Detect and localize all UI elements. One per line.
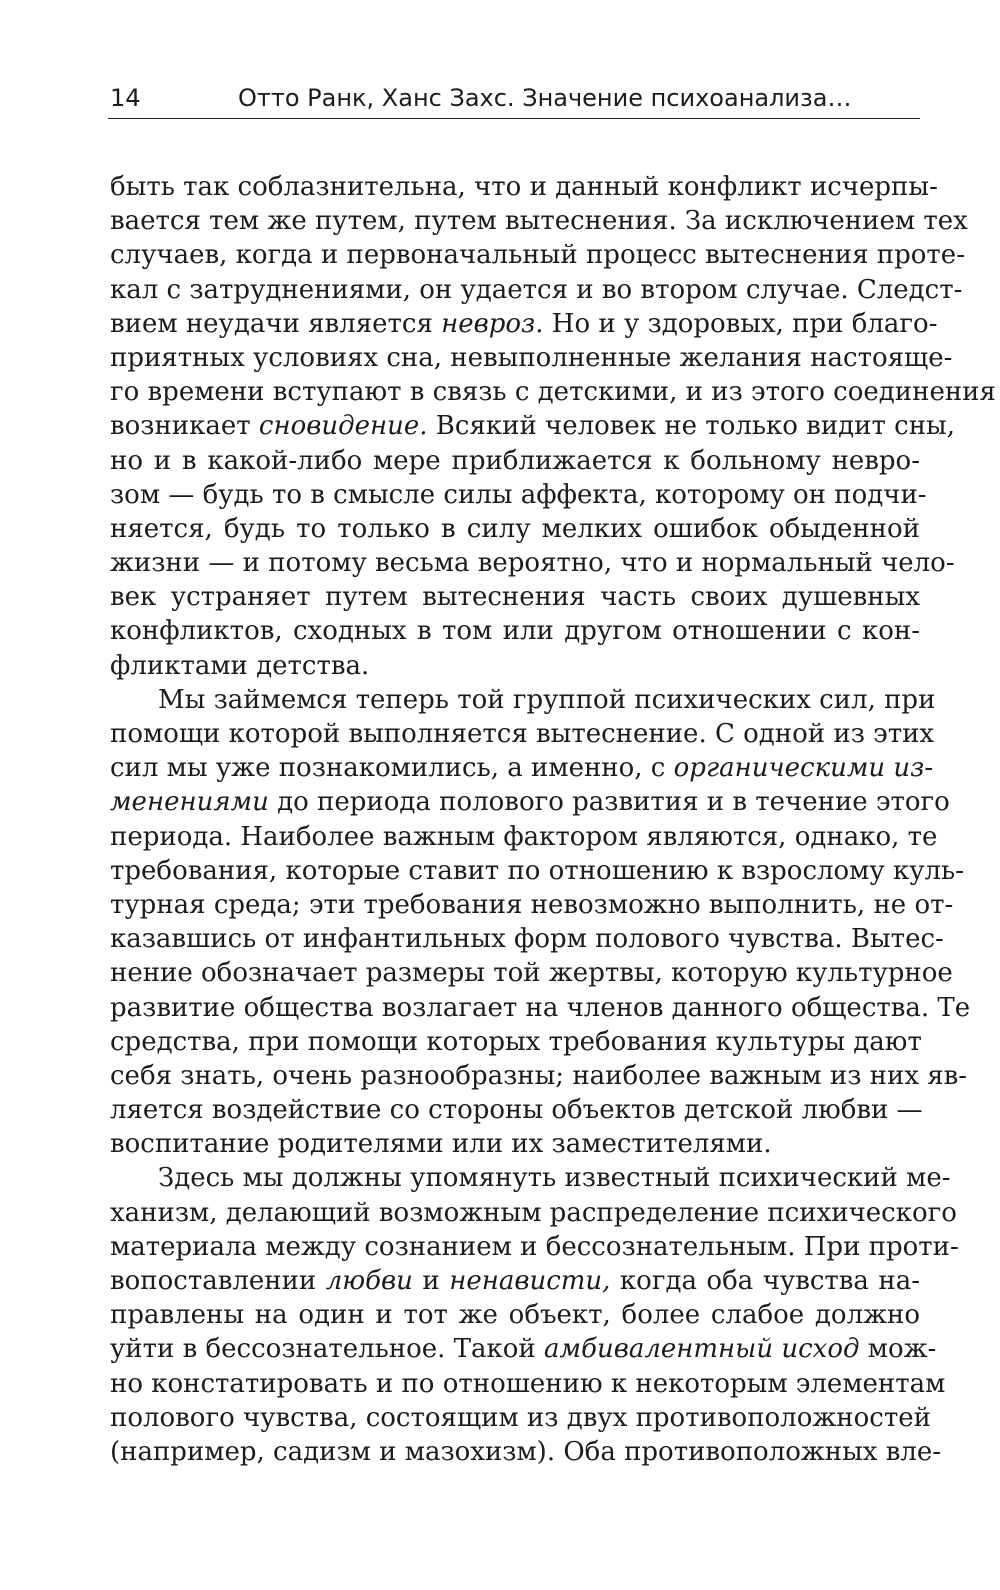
text-segment: век устраняет путем вытеснения часть своих душевных bbox=[110, 582, 920, 613]
italic-term: ненависти, bbox=[449, 1266, 611, 1296]
text-segment: но констатировать и по отношению к некоторым элементам bbox=[110, 1368, 946, 1399]
text-line bbox=[110, 717, 935, 751]
text-segment: быть так соблазнительна, что и данный конфликт исчерпы- bbox=[110, 172, 938, 202]
text-segment: конфликтов, сходных в том или другом отношении с кон- bbox=[110, 616, 920, 647]
text-line bbox=[110, 1435, 942, 1469]
text-segment: периода. Наиболее важным фактором являются, однако, те bbox=[110, 821, 938, 852]
text-segment: кал с затруднениями, он удается и во втором случае. Следст- bbox=[110, 274, 963, 305]
text-segment: вается тем же путем, путем вытеснения. За исключением тех bbox=[110, 206, 968, 237]
text-line bbox=[110, 1025, 920, 1059]
text-line bbox=[110, 341, 953, 375]
text-segment: фликтами детства. bbox=[110, 650, 370, 681]
text-line bbox=[110, 580, 920, 614]
text-segment: требования, которые ставит по отношению к взрослому куль- bbox=[110, 855, 964, 886]
text-line bbox=[110, 1264, 920, 1298]
text-segment: до периода полового развития и в течение этого bbox=[268, 787, 950, 818]
text-line bbox=[110, 478, 927, 512]
text-line bbox=[110, 1401, 931, 1435]
text-segment: го времени вступают в связь с детскими, и из этого соединения bbox=[110, 377, 996, 408]
text-segment: материала между сознанием и бессознательным. При проти- bbox=[110, 1231, 959, 1262]
text-segment: вием неудачи является bbox=[110, 308, 442, 339]
text-segment: Но и у здоровых, при благо- bbox=[543, 308, 938, 339]
text-segment: няется, будь то только в силу мелких ошибок обыденной bbox=[110, 513, 920, 544]
text-line bbox=[110, 649, 920, 683]
text-segment: но и в какой-либо мере приближается к больному невро- bbox=[110, 445, 920, 476]
text-segment: турная среда; эти требования невозможно выполнить, не от- bbox=[110, 889, 954, 920]
body-text bbox=[110, 170, 996, 1469]
text-line bbox=[110, 307, 938, 341]
page-number: 14 bbox=[110, 84, 141, 112]
text-segment: зом — будь то в смысле силы аффекта, которому он подчи- bbox=[110, 479, 927, 510]
italic-term: невроз. bbox=[441, 308, 544, 339]
italic-term: любви bbox=[325, 1266, 413, 1296]
text-line bbox=[110, 204, 968, 238]
text-line bbox=[110, 1059, 968, 1093]
text-segment: мож- bbox=[859, 1334, 937, 1365]
text-line bbox=[110, 170, 938, 204]
italic-term: органическими из- bbox=[673, 753, 934, 784]
text-segment: ханизм, делающий возможным распределение психического bbox=[110, 1197, 957, 1228]
text-line bbox=[110, 273, 963, 307]
text-line bbox=[110, 512, 920, 546]
text-segment: сил мы уже познакомились, а именно, с bbox=[110, 753, 674, 784]
text-line bbox=[110, 991, 971, 1025]
paragraph bbox=[110, 1161, 959, 1469]
text-line bbox=[110, 1196, 957, 1230]
text-line bbox=[110, 1230, 959, 1264]
text-segment: нение обозначает размеры той жертвы, которую культурное bbox=[110, 958, 953, 989]
text-line bbox=[110, 1367, 946, 1401]
text-line bbox=[110, 1298, 920, 1332]
text-segment: вопоставлении bbox=[110, 1266, 326, 1296]
text-line bbox=[110, 614, 920, 648]
text-line bbox=[110, 1127, 920, 1161]
text-segment: полового чувства, состоящим из двух противоположностей bbox=[110, 1402, 931, 1433]
text-line bbox=[110, 444, 920, 478]
text-segment: уйти в бессознательное. Такой bbox=[110, 1334, 545, 1365]
text-segment: (например, садизм и мазохизм). Оба противоположных вле- bbox=[110, 1436, 942, 1467]
text-line bbox=[110, 1161, 951, 1195]
text-segment: когда оба чувства на- bbox=[610, 1266, 921, 1296]
text-segment: средства, при помощи которых требования культуры дают bbox=[110, 1026, 922, 1057]
text-line bbox=[110, 375, 996, 409]
text-segment: ляется воздействие со стороны объектов детской любви — bbox=[110, 1095, 923, 1126]
text-line bbox=[110, 683, 936, 717]
text-line bbox=[110, 238, 965, 272]
italic-term: амбивалентный исход bbox=[544, 1334, 860, 1365]
text-line bbox=[110, 1332, 937, 1366]
paragraph bbox=[110, 683, 971, 1162]
text-line bbox=[110, 922, 944, 956]
text-segment: Здесь мы должны упомянуть известный психический ме- bbox=[158, 1163, 951, 1194]
text-line bbox=[110, 546, 955, 580]
text-segment: правлены на один и тот же объект, более слабое должно bbox=[110, 1300, 920, 1331]
text-segment: и bbox=[412, 1266, 450, 1296]
text-segment: Всякий человек не только видит сны, bbox=[427, 411, 955, 442]
italic-term: менениями bbox=[110, 787, 269, 818]
text-line bbox=[110, 1093, 923, 1127]
text-line bbox=[110, 409, 955, 443]
text-line bbox=[110, 956, 953, 990]
paragraph bbox=[110, 170, 996, 683]
text-segment: возникает bbox=[110, 411, 259, 442]
text-segment: казавшись от инфантильных форм полового чувства. Вытес- bbox=[110, 924, 944, 955]
text-line bbox=[110, 785, 950, 819]
running-head bbox=[108, 78, 920, 119]
text-segment: приятных условиях сна, невыполненные желания настояще- bbox=[110, 342, 953, 373]
book-title: Отто Ранк, Ханс Захс. Значение психоанализа… bbox=[238, 84, 852, 112]
text-segment: развитие общества возлагает на членов данного общества. Те bbox=[110, 992, 971, 1023]
text-segment: помощи которой выполняется вытеснение. С одной из этих bbox=[110, 719, 935, 749]
italic-term: сновидение. bbox=[258, 411, 428, 442]
text-segment: себя знать, очень разнообразны; наиболее важным из них яв- bbox=[110, 1060, 968, 1091]
text-line bbox=[110, 888, 954, 922]
text-segment: случаев, когда и первоначальный процесс вытеснения проте- bbox=[110, 240, 965, 271]
text-segment: Мы займемся теперь той группой психических сил, при bbox=[158, 684, 936, 715]
text-line bbox=[110, 751, 934, 785]
text-line bbox=[110, 820, 938, 854]
text-line bbox=[110, 854, 964, 888]
text-segment: воспитание родителями или их заместителями. bbox=[110, 1129, 772, 1160]
text-segment: жизни — и потому весьма вероятно, что и нормальный чело- bbox=[110, 548, 955, 579]
